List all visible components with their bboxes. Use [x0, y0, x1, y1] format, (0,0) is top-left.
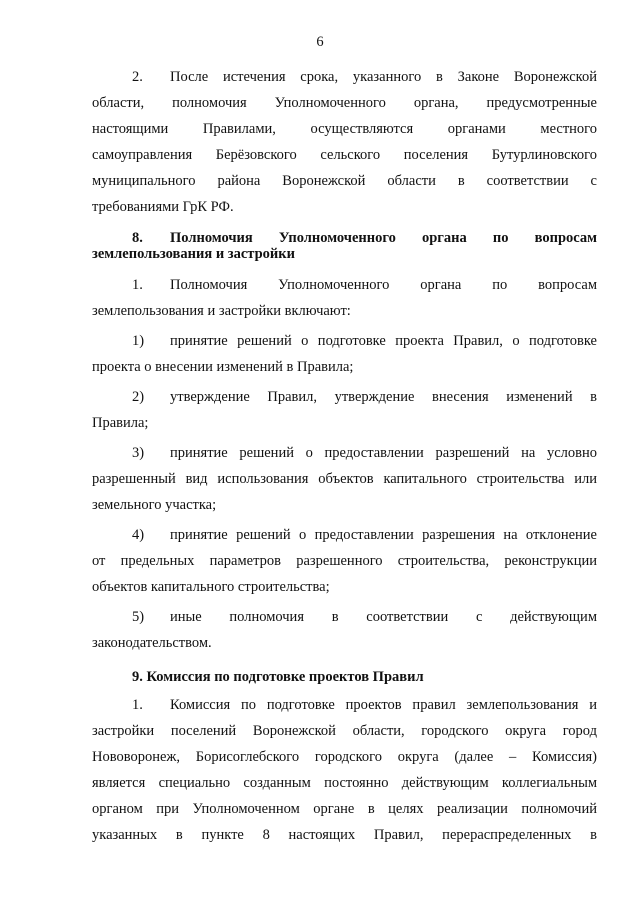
paragraph-line: [92, 116, 597, 142]
section-heading: 9. Комиссия по подготовке проектов Правил: [132, 669, 424, 685]
paragraph-line: [92, 384, 597, 410]
line-text: Комиссия по подготовке проектов правил землепользования и: [170, 697, 597, 713]
item-label: 4): [132, 527, 145, 543]
item-label: 2): [132, 389, 145, 405]
line-text: является специально созданным постоянно действующим коллегиальным: [92, 775, 597, 791]
paragraph-line: [92, 770, 597, 796]
line-text: разрешенный вид использования объектов капитального строительства или: [92, 471, 597, 487]
paragraph-line: [92, 692, 597, 718]
section-heading-line: [92, 230, 597, 246]
line-text: настоящими Правилами, осуществляются органами местного: [92, 121, 597, 137]
paragraph-line: [92, 548, 597, 574]
line-text: самоуправления Берёзовского сельского поселения Бутурлиновского: [92, 147, 597, 163]
paragraph-line: [92, 604, 597, 630]
line-text: принятие решений о подготовке проекта Правил, о подготовке: [170, 333, 597, 349]
paragraph-line: Правила;: [92, 415, 149, 431]
paragraph-line: требованиями ГрК РФ.: [92, 199, 234, 215]
page-number: 6: [316, 34, 324, 50]
line-text: от предельных параметров разрешенного строительства, реконструкции: [92, 553, 597, 569]
paragraph-line: проекта о внесении изменений в Правила;: [92, 359, 354, 375]
paragraph-line: [92, 168, 597, 194]
paragraph-spacer: [92, 656, 597, 660]
line-text: принятие решений о предоставлении разрешения на отклонение: [170, 527, 597, 543]
item-label: 8.: [132, 230, 143, 246]
paragraph-line: [92, 64, 597, 90]
paragraph-line: [92, 272, 597, 298]
paragraph-line: [92, 744, 597, 770]
paragraph-line: [92, 822, 597, 848]
paragraph-line: [92, 522, 597, 548]
item-label: 1.: [132, 697, 143, 713]
line-text: указанных в пункте 8 настоящих Правил, перераспределенных в: [92, 827, 597, 843]
line-text: утверждение Правил, утверждение внесения изменений в: [170, 389, 597, 405]
line-text: иные полномочия в соответствии с действующим: [170, 609, 597, 625]
paragraph-line: [92, 440, 597, 466]
line-text: муниципального района Воронежской области в соответствии с: [92, 173, 597, 189]
item-label: 2.: [132, 69, 143, 85]
paragraph-line: землепользования и застройки включают:: [92, 303, 351, 319]
paragraph-line: [92, 328, 597, 354]
paragraph-line: земельного участка;: [92, 497, 217, 513]
item-label: 3): [132, 445, 145, 461]
item-label: 1.: [132, 277, 143, 293]
line-text: органом при Уполномоченном органе в целях реализации полномочий: [92, 801, 597, 817]
line-text: застройки поселений Воронежской области, городского округа город: [92, 723, 597, 739]
item-label: 5): [132, 609, 145, 625]
paragraph-line: [92, 466, 597, 492]
paragraph-line: [92, 796, 597, 822]
paragraph-line: объектов капитального строительства;: [92, 579, 330, 595]
document-body: [92, 64, 597, 852]
paragraph-spacer: [92, 220, 597, 224]
line-text: Полномочия Уполномоченного органа по вопросам: [170, 277, 597, 293]
paragraph-line: [92, 718, 597, 744]
line-text: принятие решений о предоставлении разрешений на условно: [170, 445, 597, 461]
section-heading-line: землепользования и застройки: [92, 246, 295, 262]
paragraph-line: [92, 90, 597, 116]
paragraph-spacer: [92, 848, 597, 852]
line-text: области, полномочия Уполномоченного органа, предусмотренные: [92, 95, 597, 111]
line-text: Полномочия Уполномоченного органа по вопросам: [170, 230, 597, 246]
paragraph-line: законодательством.: [92, 635, 212, 651]
line-text: Нововоронеж, Борисоглебского городского округа (далее – Комиссия): [92, 749, 597, 765]
line-text: После истечения срока, указанного в Законе Воронежской: [170, 69, 597, 85]
item-label: 1): [132, 333, 145, 349]
paragraph-line: [92, 142, 597, 168]
